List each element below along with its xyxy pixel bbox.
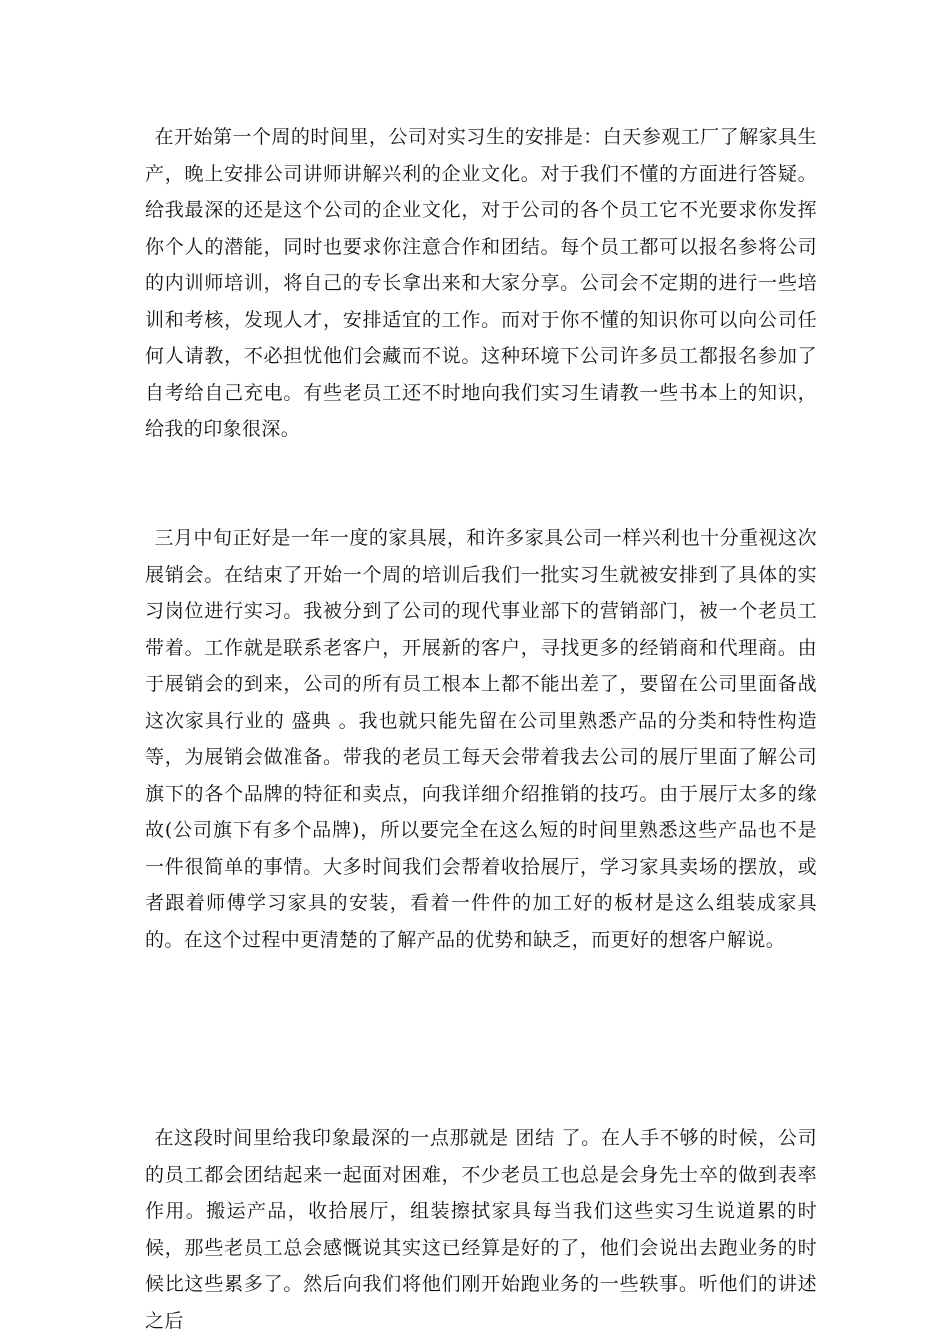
paragraph-orientation-week: 在开始第一个周的时间里，公司对实习生的安排是：白天参观工厂了解家具生产，晚上安排公司讲师讲解兴利的企业文化。对于我们不懂的方面进行答疑。给我最深的还是这个公司的企业文化，对于公司的各个员工它不光要求你发挥你个人的潜能，同时也要求你注意合作和团结。每个员工都可以报名参将公司的内训师培训，将自己的专长拿出来和大家分享。公司会不定期的进行一些培训和考核，发现人才，安排适宜的工作。而对于你不懂的知识你可以向公司任何人请教，不必担忧他们会藏而不说。这种环境下公司许多员工都报名参加了自考给自己充电。有些老员工还不时地向我们实习生请教一些书本上的知识，给我的印象很深。 bbox=[145, 126, 817, 440]
paragraph-teamwork: 在这段时间里给我印象最深的一点那就是 团结 了。在人手不够的时候，公司的员工都会团结起来一起面对困难，不少老员工也总是会身先士卒的做到表率作用。搬运产品，收拾展厅，组装擦拭家具每当我们这些实习生说道累的时候，那些老员工总会感慨说其实这已经算是好的了，他们会说出去跑业务的时候比这些累多了。然后向我们将他们刚开始跑业务的一些轶事。听他们的讲述之后 bbox=[145, 1127, 817, 1332]
paragraph-furniture-expo: 三月中旬正好是一年一度的家具展，和许多家具公司一样兴利也十分重视这次展销会。在结束了开始一个周的培训后我们一批实习生就被安排到了具体的实习岗位进行实习。我被分到了公司的现代事业部下的营销部门，被一个老员工带着。工作就是联系老客户，开展新的客户，寻找更多的经销商和代理商。由于展销会的到来，公司的所有员工根本上都不能出差了，要留在公司里面备战这次家具行业的 盛典 。我也就只能先留在公司里熟悉产品的分类和特性构造等，为展销会做准备。带我的老员工每天会带着我去公司的展厅里面了解公司旗下的各个品牌的特征和卖点，向我详细介绍推销的技巧。由于展厅太多的缘故(公司旗下有多个品牌)，所以要完全在这么短的时间里熟悉这些产品也不是一件很简单的事情。大多时间我们会帮着收拾展厅，学习家具卖场的摆放，或者跟着师傅学习家具的安装，看着一件件的加工好的板材是这么组装成家具的。在这个过程中更清楚的了解产品的优势和缺乏，而更好的想客户解说。 bbox=[145, 527, 817, 951]
